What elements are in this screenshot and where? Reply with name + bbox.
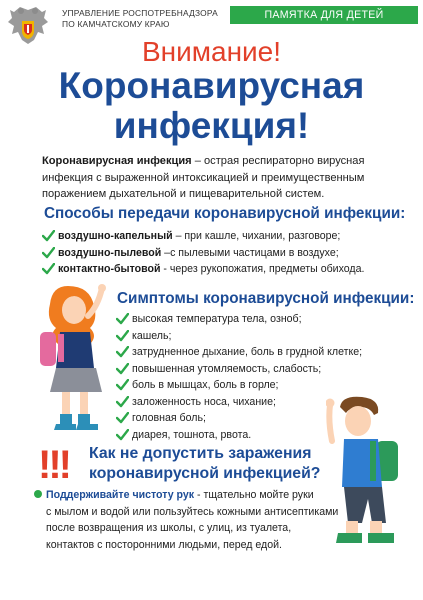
rule-text: после возвращения из школы, с улиц, из туалета, xyxy=(46,522,292,534)
list-item xyxy=(42,261,364,278)
prevention-heading-line: коронавирусной инфекцией? xyxy=(89,465,321,482)
intro-paragraph xyxy=(42,153,402,203)
list-item xyxy=(116,344,362,361)
checkmark-icon xyxy=(116,396,129,408)
transmission-heading: Способы передачи коронавирусной инфекции: xyxy=(44,205,406,222)
checkmark-icon xyxy=(116,412,129,424)
list-item xyxy=(116,377,362,394)
rule-text: контактов с посторонними людьми, перед едой. xyxy=(46,538,282,551)
checkmark-icon xyxy=(116,313,129,325)
exclamation-marks: !!! xyxy=(38,443,69,487)
agency-line: ПО КАМЧАТСКОМУ КРАЮ xyxy=(62,19,170,29)
list-item xyxy=(42,228,364,245)
agency-line: УПРАВЛЕНИЕ РОСПОТРЕБНАДЗОРА xyxy=(62,8,218,18)
intro-text: поражением дыхательной и пищеварительной систем. xyxy=(42,188,325,200)
prevention-heading xyxy=(89,444,320,484)
transmission-text: –с пылевыми частицами в воздухе; xyxy=(161,246,339,259)
intro-text: инфекция с выраженной интоксикацией и преимущественным xyxy=(42,171,365,184)
checkmark-icon xyxy=(42,263,55,275)
intro-term: Коронавирусная инфекция xyxy=(42,155,192,167)
girl-illustration xyxy=(38,280,114,440)
symptom-text: повышенная утомляемость, слабость; xyxy=(132,362,322,375)
checkmark-icon xyxy=(116,346,129,358)
symptom-text: головная боль; xyxy=(132,412,206,424)
page-title-line1: Коронавирусная xyxy=(58,65,365,106)
checkmark-icon xyxy=(116,330,129,342)
transmission-term: контактно-бытовой xyxy=(58,263,161,275)
symptom-text: диарея, тошнота, рвота. xyxy=(132,428,252,441)
rule-text: - тщательно мойте руки xyxy=(194,489,314,501)
checkmark-icon xyxy=(42,247,55,259)
transmission-list xyxy=(42,228,364,278)
attention-heading: Внимание! xyxy=(141,36,282,67)
symptom-text: затрудненное дыхание, боль в грудной клетке; xyxy=(132,346,363,358)
prevention-rule xyxy=(34,487,364,553)
prevention-heading-line: Как не допустить заражения xyxy=(89,445,312,462)
symptom-text: заложенность носа, чихание; xyxy=(132,395,276,408)
checkmark-icon xyxy=(116,363,129,375)
transmission-text: – при кашле, чихании, разговоре; xyxy=(172,230,341,242)
list-item xyxy=(116,328,362,345)
audience-badge: ПАМЯТКА ДЛЯ ДЕТЕЙ xyxy=(230,6,418,24)
symptom-text: высокая температура тела, озноб; xyxy=(132,313,302,325)
checkmark-icon xyxy=(42,230,55,242)
boy-illustration xyxy=(326,395,412,560)
list-item xyxy=(42,245,364,262)
bullet-icon xyxy=(34,490,42,498)
transmission-term: воздушно-пылевой xyxy=(58,246,162,259)
intro-text: – острая респираторно вирусная xyxy=(191,155,365,167)
rule-term: Поддерживайте чистоту рук xyxy=(46,489,195,501)
transmission-term: воздушно-капельный xyxy=(58,230,173,242)
agency-name xyxy=(62,8,218,30)
symptom-text: кашель; xyxy=(132,329,172,342)
transmission-text: - через рукопожатия, предметы обихода. xyxy=(160,263,365,275)
checkmark-icon xyxy=(116,379,129,391)
checkmark-icon xyxy=(116,429,129,441)
rule-text: с мылом и водой или пользуйтесь кожными антисептиками xyxy=(46,505,339,518)
page-title-line2: инфекция! xyxy=(113,105,310,146)
symptoms-heading: Симптомы коронавирусной инфекции: xyxy=(117,290,415,307)
list-item xyxy=(116,311,362,328)
list-item xyxy=(116,361,362,378)
symptom-text: боль в мышцах, боль в горле; xyxy=(132,379,279,391)
